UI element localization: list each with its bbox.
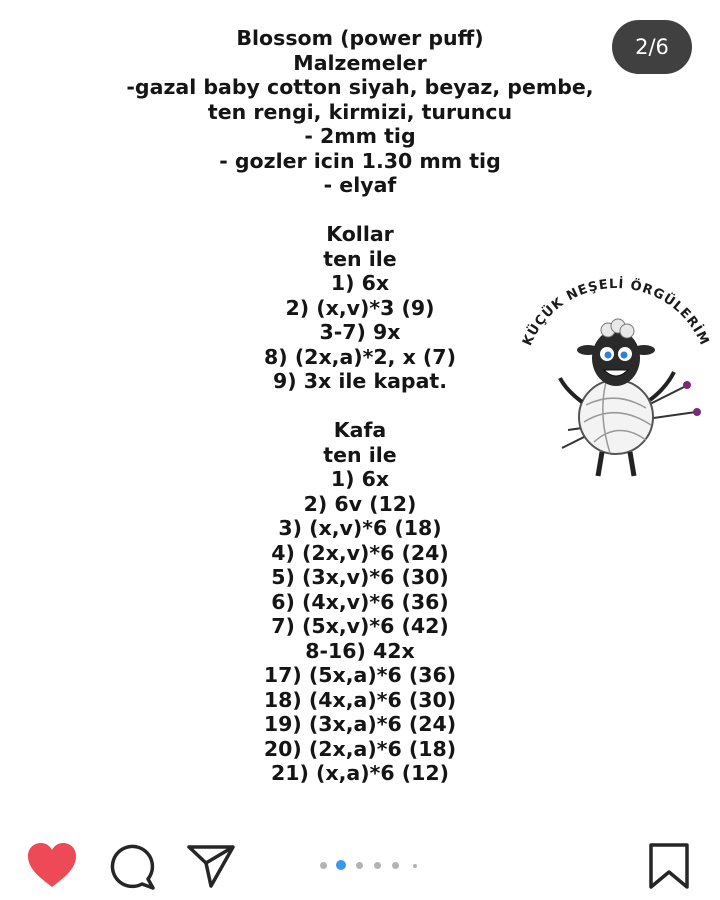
arms-step-line: Kollar [326, 222, 394, 246]
carousel-dot [413, 864, 417, 868]
materials-line: Malzemeler [293, 50, 427, 75]
carousel-dot [374, 862, 381, 869]
head-step-line: 8-16) 42x [305, 638, 415, 663]
head-step-line: 2) 6v (12) [303, 491, 417, 516]
carousel-dot [320, 862, 327, 869]
arms-step-line: 1) 6x [330, 271, 390, 295]
head-step-line: Kafa [333, 418, 387, 442]
arms-step-line: 8) (2x,a)*2, x (7) [264, 344, 456, 369]
paper-plane-icon[interactable] [186, 843, 236, 889]
materials-line: Blossom (power puff) [236, 26, 484, 50]
head-step-line: 18) (4x,a)*6 (30) [263, 687, 457, 712]
image-counter-badge: 2/6 [612, 20, 692, 74]
head-step-line: 20) (2x,a)*6 (18) [263, 736, 457, 761]
head-step-line: 5) (3x,v)*6 (30) [271, 565, 449, 589]
head-step-line: 21) (x,a)*6 (12) [270, 761, 449, 785]
materials-line: -gazal baby cotton siyah, beyaz, pembe, [126, 75, 594, 99]
head-step-line: ten ile [323, 442, 397, 467]
bookmark-icon[interactable] [648, 842, 690, 890]
carousel-dot [392, 862, 399, 869]
head-step-line: 4) (2x,v)*6 (24) [271, 540, 449, 565]
sheep-with-yarn-icon [560, 319, 701, 476]
head-step-line: 6) (4x,v)*6 (36) [271, 589, 449, 614]
comment-icon[interactable] [108, 843, 156, 891]
sheep-logo-watermark [506, 270, 720, 490]
carousel-dot-active [336, 860, 346, 870]
watermark-text: KÜÇÜK NEŞELİ ÖRGÜLERİM [520, 276, 712, 349]
post-action-bar [0, 815, 720, 900]
head-step-line: 1) 6x [330, 467, 390, 491]
arms-step-line: 2) (x,v)*3 (9) [285, 295, 435, 320]
materials-line: - gozler icin 1.30 mm tig [219, 148, 501, 173]
arms-step-line: 3-7) 9x [319, 320, 401, 344]
head-step-line: 19) (3x,a)*6 (24) [263, 712, 457, 736]
arms-step-line: ten ile [323, 246, 397, 271]
head-step-line: 3) (x,v)*6 (18) [278, 516, 442, 540]
materials-line: - elyaf [323, 173, 397, 197]
materials-line: ten rengi, kirmizi, turuncu [207, 99, 513, 124]
head-step-line: 17) (5x,a)*6 (36) [263, 663, 457, 687]
head-step-line: 7) (5x,v)*6 (42) [271, 614, 449, 638]
carousel-dot [356, 862, 363, 869]
materials-line: - 2mm tig [304, 124, 416, 148]
arms-step-line: 9) 3x ile kapat. [272, 369, 448, 393]
materials-section [80, 26, 640, 198]
heart-icon[interactable] [26, 842, 78, 890]
